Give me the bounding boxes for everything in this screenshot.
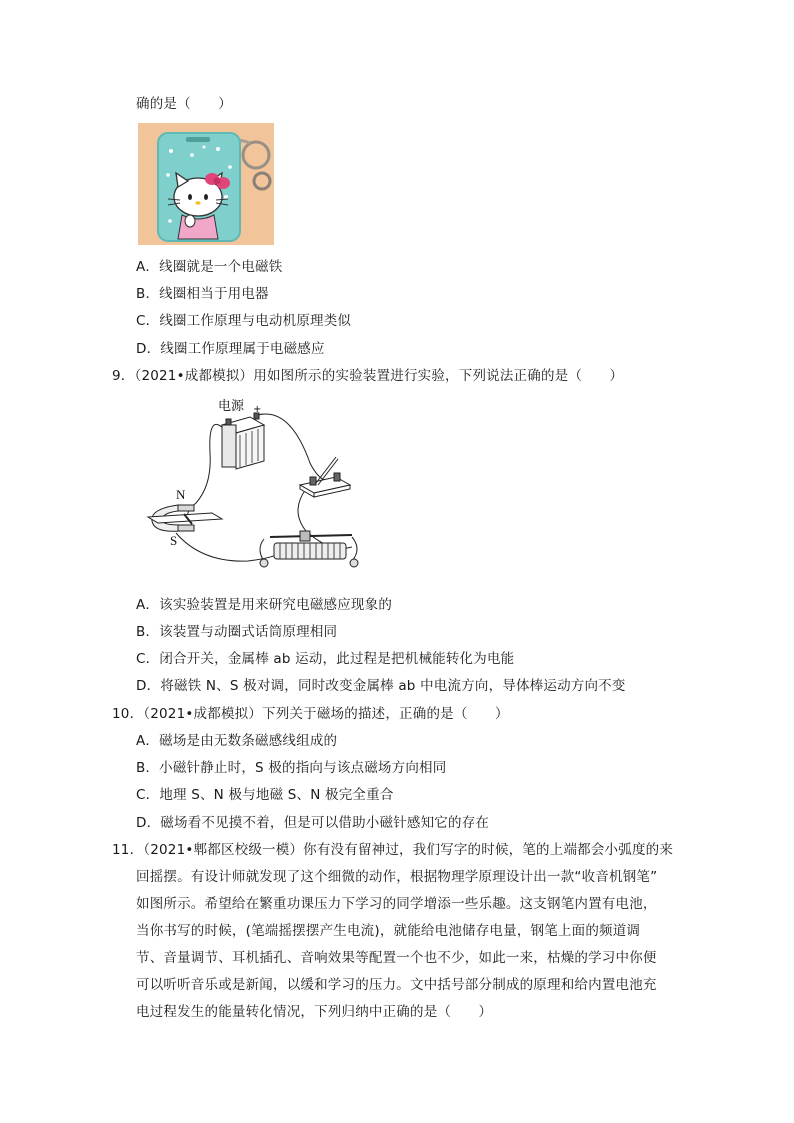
q11-line-1: 11．（2021•郫都区校级一模）你有没有留神过，我们写字的时候，笔的上端都会小弧度的来 bbox=[112, 842, 674, 858]
q10-stem: 10．（2021•成都模拟）下列关于磁场的描述，正确的是（ ） bbox=[112, 706, 509, 722]
q11-line-4: 当你书写的时候，(笔端摇摆摆产生电流)，就能给电池储存电量，钢笔上面的频道调 bbox=[136, 923, 641, 939]
q10-option-b: B．小磁针静止时，S 极的指向与该点磁场方向相同 bbox=[136, 760, 447, 776]
q10-option-c: C．地理 S、N 极与地磁 S、N 极完全重合 bbox=[136, 787, 394, 803]
q9-option-d: D．将磁铁 N、S 极对调，同时改变金属棒 ab 中电流方向，导体棒运动方向不变 bbox=[136, 678, 626, 694]
q8-option-c: C．线圈工作原理与电动机原理类似 bbox=[136, 313, 352, 329]
q10-option-d: D．磁场看不见摸不着，但是可以借助小磁针感知它的存在 bbox=[136, 815, 490, 831]
q8-option-b: B．线圈相当于用电器 bbox=[136, 286, 269, 302]
transit-card-image bbox=[138, 123, 274, 245]
q11-line-2: 回摇摆。有设计师就发现了这个细微的动作，根据物理学原理设计出一款“收音机钢笔” bbox=[136, 869, 658, 885]
q11-line-7: 电过程发生的能量转化情况，下列归纳中正确的是（ ） bbox=[136, 1004, 493, 1020]
q10-option-a: A．磁场是由无数条磁感线组成的 bbox=[136, 733, 338, 749]
horseshoe-magnet bbox=[148, 505, 222, 531]
q9-option-c: C．闭合开关，金属棒 ab 运动，此过程是把机械能转化为电能 bbox=[136, 651, 515, 667]
q8-option-d: D．线圈工作原理属于电磁感应 bbox=[136, 341, 325, 357]
knife-switch bbox=[300, 457, 350, 497]
q8-stem-tail: 确的是（ ） bbox=[136, 96, 232, 112]
experiment-circuit-diagram bbox=[140, 393, 370, 583]
power-supply-label: 电源 bbox=[218, 399, 245, 414]
minus-terminal-label: - bbox=[260, 409, 264, 420]
q11-line-3: 如图所示。希望给在繁重功课压力下学习的同学增添一些乐趣。这支钢笔内置有电池， bbox=[136, 896, 657, 912]
q9-stem: 9．（2021•成都模拟）用如图所示的实验装置进行实验，下列说法正确的是（ ） bbox=[112, 368, 624, 384]
q11-line-6: 可以听听音乐或是新闻，以缓和学习的压力。文中括号部分制成的原理和给内置电池充 bbox=[136, 977, 657, 993]
plus-terminal-label: + bbox=[253, 404, 262, 415]
north-pole-label: N bbox=[176, 487, 186, 502]
q8-option-a: A．线圈就是一个电磁铁 bbox=[136, 259, 283, 275]
power-supply bbox=[222, 413, 264, 469]
south-pole-label: S bbox=[170, 533, 178, 548]
q9-option-a: A．该实验装置是用来研究电磁感应现象的 bbox=[136, 597, 393, 613]
q9-option-b: B．该装置与动圈式话筒原理相同 bbox=[136, 624, 338, 640]
q11-line-5: 节、音量调节、耳机插孔、音响效果等配置一个也不少，如此一来，枯燥的学习中你便 bbox=[136, 950, 657, 966]
sliding-rheostat bbox=[260, 531, 358, 567]
